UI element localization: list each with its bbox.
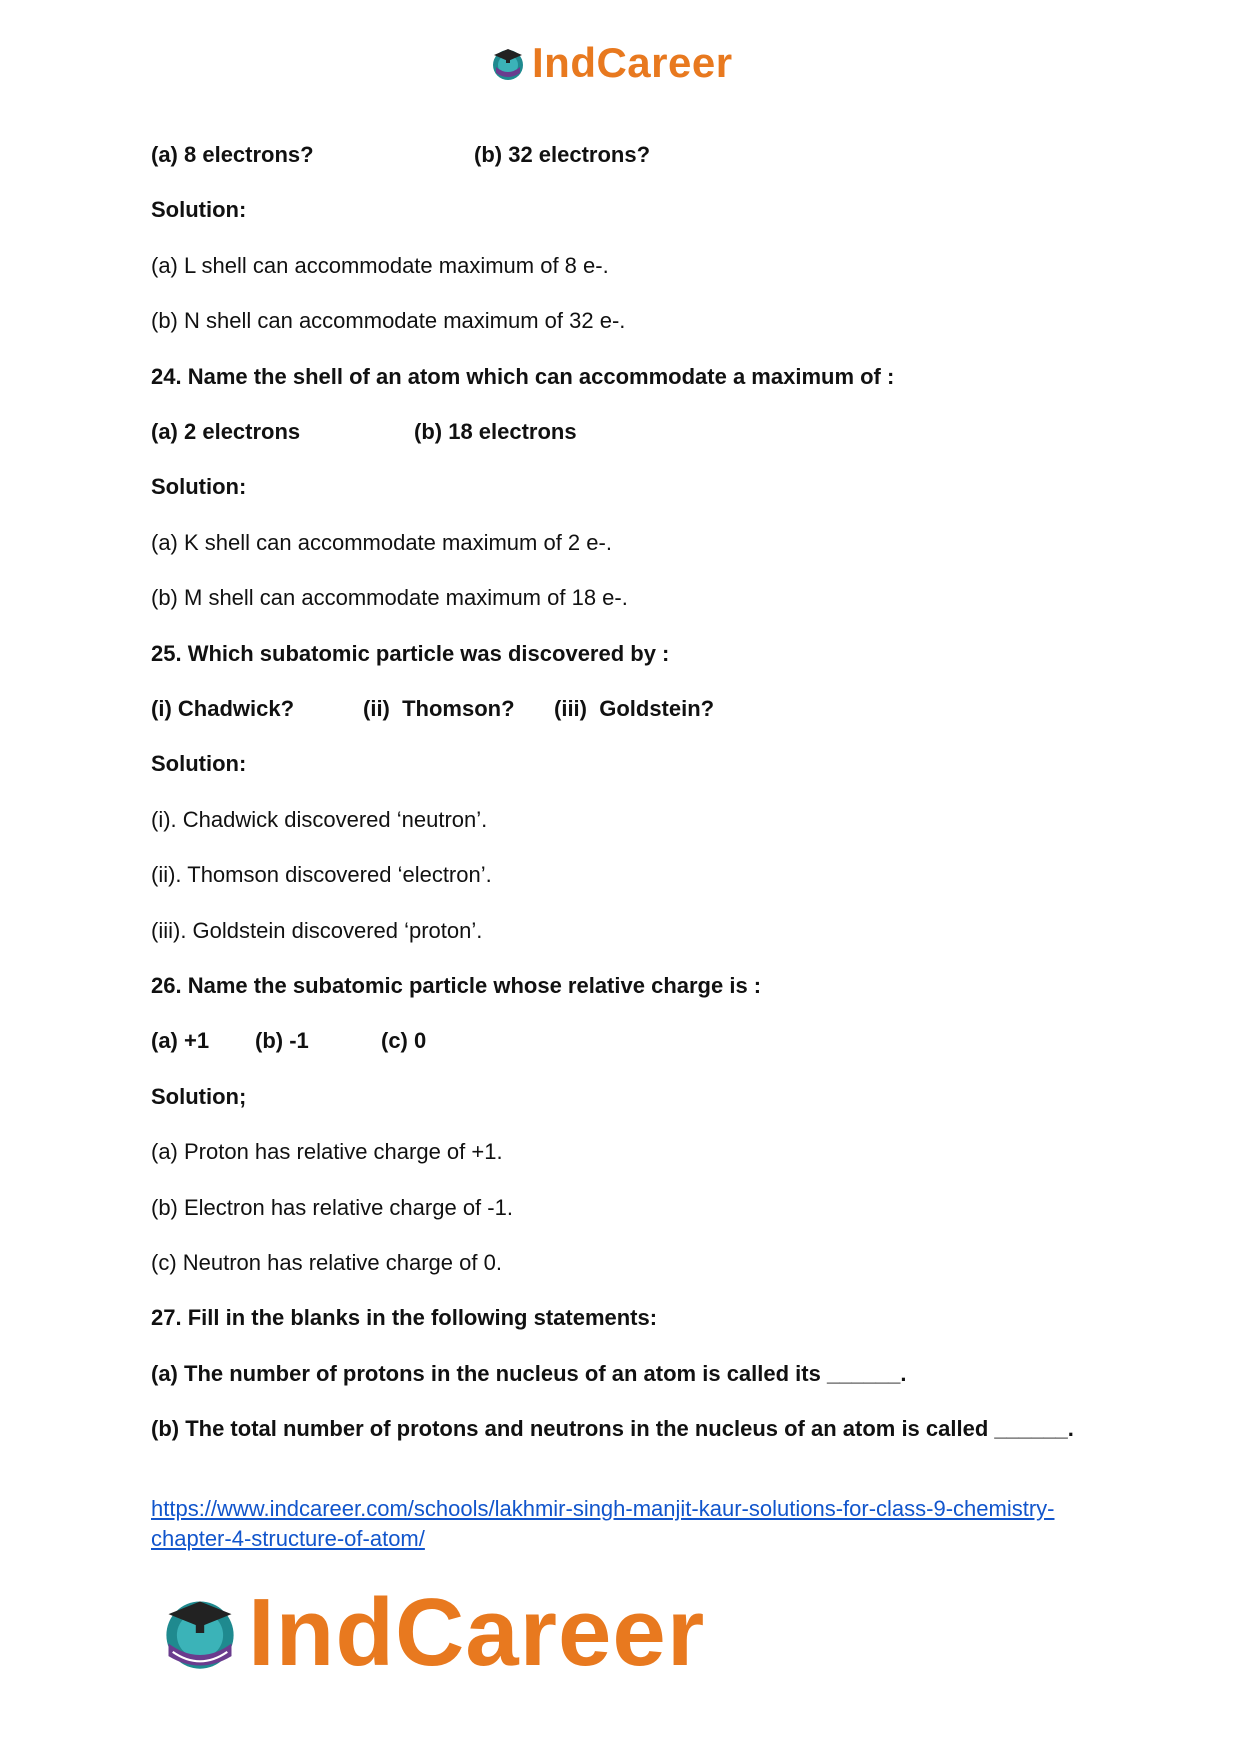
question-heading: Solution: <box>151 197 247 223</box>
brand-name: IndCareer <box>532 39 733 86</box>
question-heading: 25. Which subatomic particle was discovered by : <box>151 640 670 666</box>
option-label: (a) 8 electrons? <box>151 142 314 167</box>
footer-logo <box>158 1579 706 1686</box>
brand-name-footer: IndCareer <box>248 1579 706 1686</box>
option-label: (i) Chadwick? <box>151 696 295 721</box>
solution-text: (a) Proton has relative charge of +1. <box>151 1139 503 1165</box>
solution-text: (c) Neutron has relative charge of 0. <box>151 1250 502 1275</box>
solution-text: (iii). Goldstein discovered ‘proton’. <box>151 917 483 943</box>
solution-text: (ii). Thomson discovered ‘electron’. <box>151 862 492 888</box>
question-heading: 24. Name the shell of an atom which can accommodate a maximum of : <box>151 363 895 389</box>
option-label: (b) -1 <box>255 1028 309 1054</box>
option-label: (a) 2 electrons <box>151 419 301 444</box>
question-heading: (b) The total number of protons and neutrons in the nucleus of an atom is called ______. <box>151 1416 1074 1442</box>
option-label: (c) 0 <box>381 1028 427 1054</box>
graduation-cap-globe-books-icon <box>158 1591 242 1675</box>
question-heading: 26. Name the subatomic particle whose relative charge is : <box>151 973 762 998</box>
header-logo <box>488 39 733 86</box>
option-label: (ii) Thomson? <box>363 696 515 721</box>
option-label: (a) +1 <box>151 1028 210 1054</box>
question-heading: Solution: <box>151 474 247 500</box>
solution-text: (b) Electron has relative charge of -1. <box>151 1194 513 1220</box>
question-heading: 27. Fill in the blanks in the following statements: <box>151 1305 658 1331</box>
option-label: (iii) Goldstein? <box>554 696 715 721</box>
question-heading: Solution; <box>151 1083 247 1109</box>
option-label: (b) 18 electrons <box>414 419 577 444</box>
option-label: (b) 32 electrons? <box>474 142 651 167</box>
solution-text: (i). Chadwick discovered ‘neutron’. <box>151 806 488 832</box>
source-link[interactable]: https://www.indcareer.com/schools/lakhmir-singh-manjit-kaur-solutions-for-class-9-chemistry-chapter-4-structure-of-atom/ <box>151 1495 1055 1551</box>
solution-text: (a) L shell can accommodate maximum of 8 e-. <box>151 252 609 278</box>
graduation-cap-globe-icon <box>488 43 528 83</box>
solution-text: (a) K shell can accommodate maximum of 2 e-. <box>151 529 612 555</box>
solution-text: (b) N shell can accommodate maximum of 32 e-. <box>151 308 626 334</box>
solution-text: (b) M shell can accommodate maximum of 18 e-. <box>151 585 628 611</box>
question-heading: (a) The number of protons in the nucleus of an atom is called its ______. <box>151 1360 907 1386</box>
question-heading: Solution: <box>151 751 247 777</box>
